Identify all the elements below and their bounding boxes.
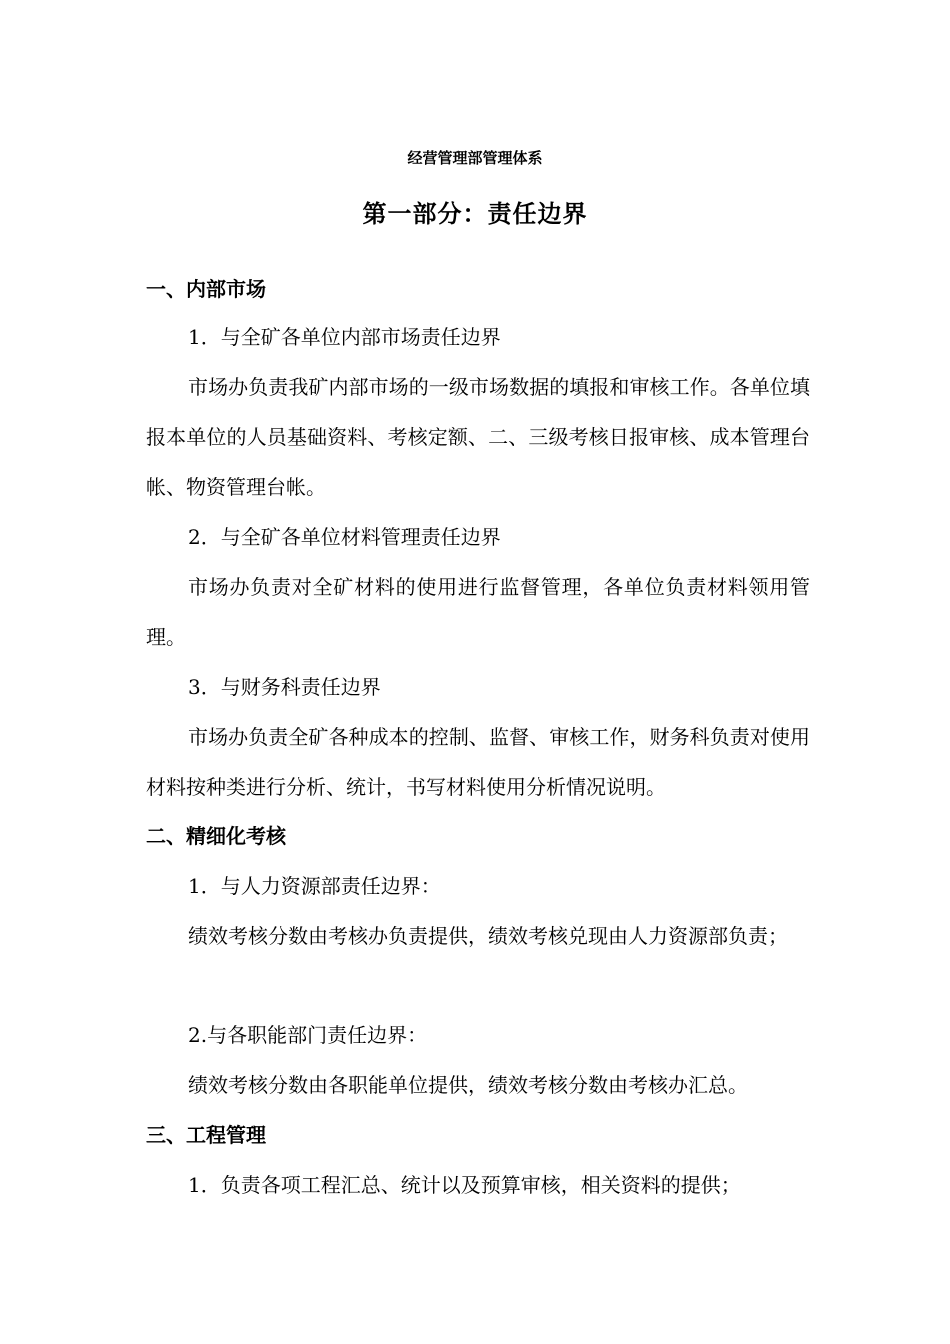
section-heading-project-management: 三、工程管理 bbox=[146, 1123, 266, 1147]
item-paragraph: 市场办负责全矿各种成本的控制、监督、审核工作，财务科负责对使用材料按种类进行分析、统计，书写材料使用分析情况说明。 bbox=[146, 725, 810, 799]
item-label: 2.与各职能部门责任边界： bbox=[188, 1023, 428, 1047]
item-label: 1．与全矿各单位内部市场责任边界 bbox=[188, 325, 501, 349]
section-heading-internal-market: 一、内部市场 bbox=[146, 277, 266, 301]
item-paragraph: 绩效考核分数由考核办负责提供，绩效考核兑现由人力资源部负责； bbox=[188, 924, 788, 948]
item-label: 2．与全矿各单位材料管理责任边界 bbox=[188, 525, 501, 549]
item-label: 1．与人力资源部责任边界： bbox=[188, 874, 441, 898]
item-paragraph: 市场办负责我矿内部市场的一级市场数据的填报和审核工作。各单位填报本单位的人员基础资料、考核定额、二、三级考核日报审核、成本管理台帐、物资管理台帐。 bbox=[146, 375, 810, 499]
item-paragraph: 市场办负责对全矿材料的使用进行监督管理，各单位负责材料领用管理。 bbox=[146, 575, 810, 649]
document-title: 经营管理部管理体系 bbox=[407, 149, 543, 167]
item-paragraph: 绩效考核分数由各职能单位提供，绩效考核分数由考核办汇总。 bbox=[188, 1073, 748, 1097]
part-title: 第一部分：责任边界 bbox=[362, 199, 588, 228]
item-label: 3．与财务科责任边界 bbox=[188, 675, 381, 699]
section-heading-refined-assessment: 二、精细化考核 bbox=[146, 824, 286, 848]
item-label: 1．负责各项工程汇总、统计以及预算审核，相关资料的提供； bbox=[188, 1173, 741, 1197]
